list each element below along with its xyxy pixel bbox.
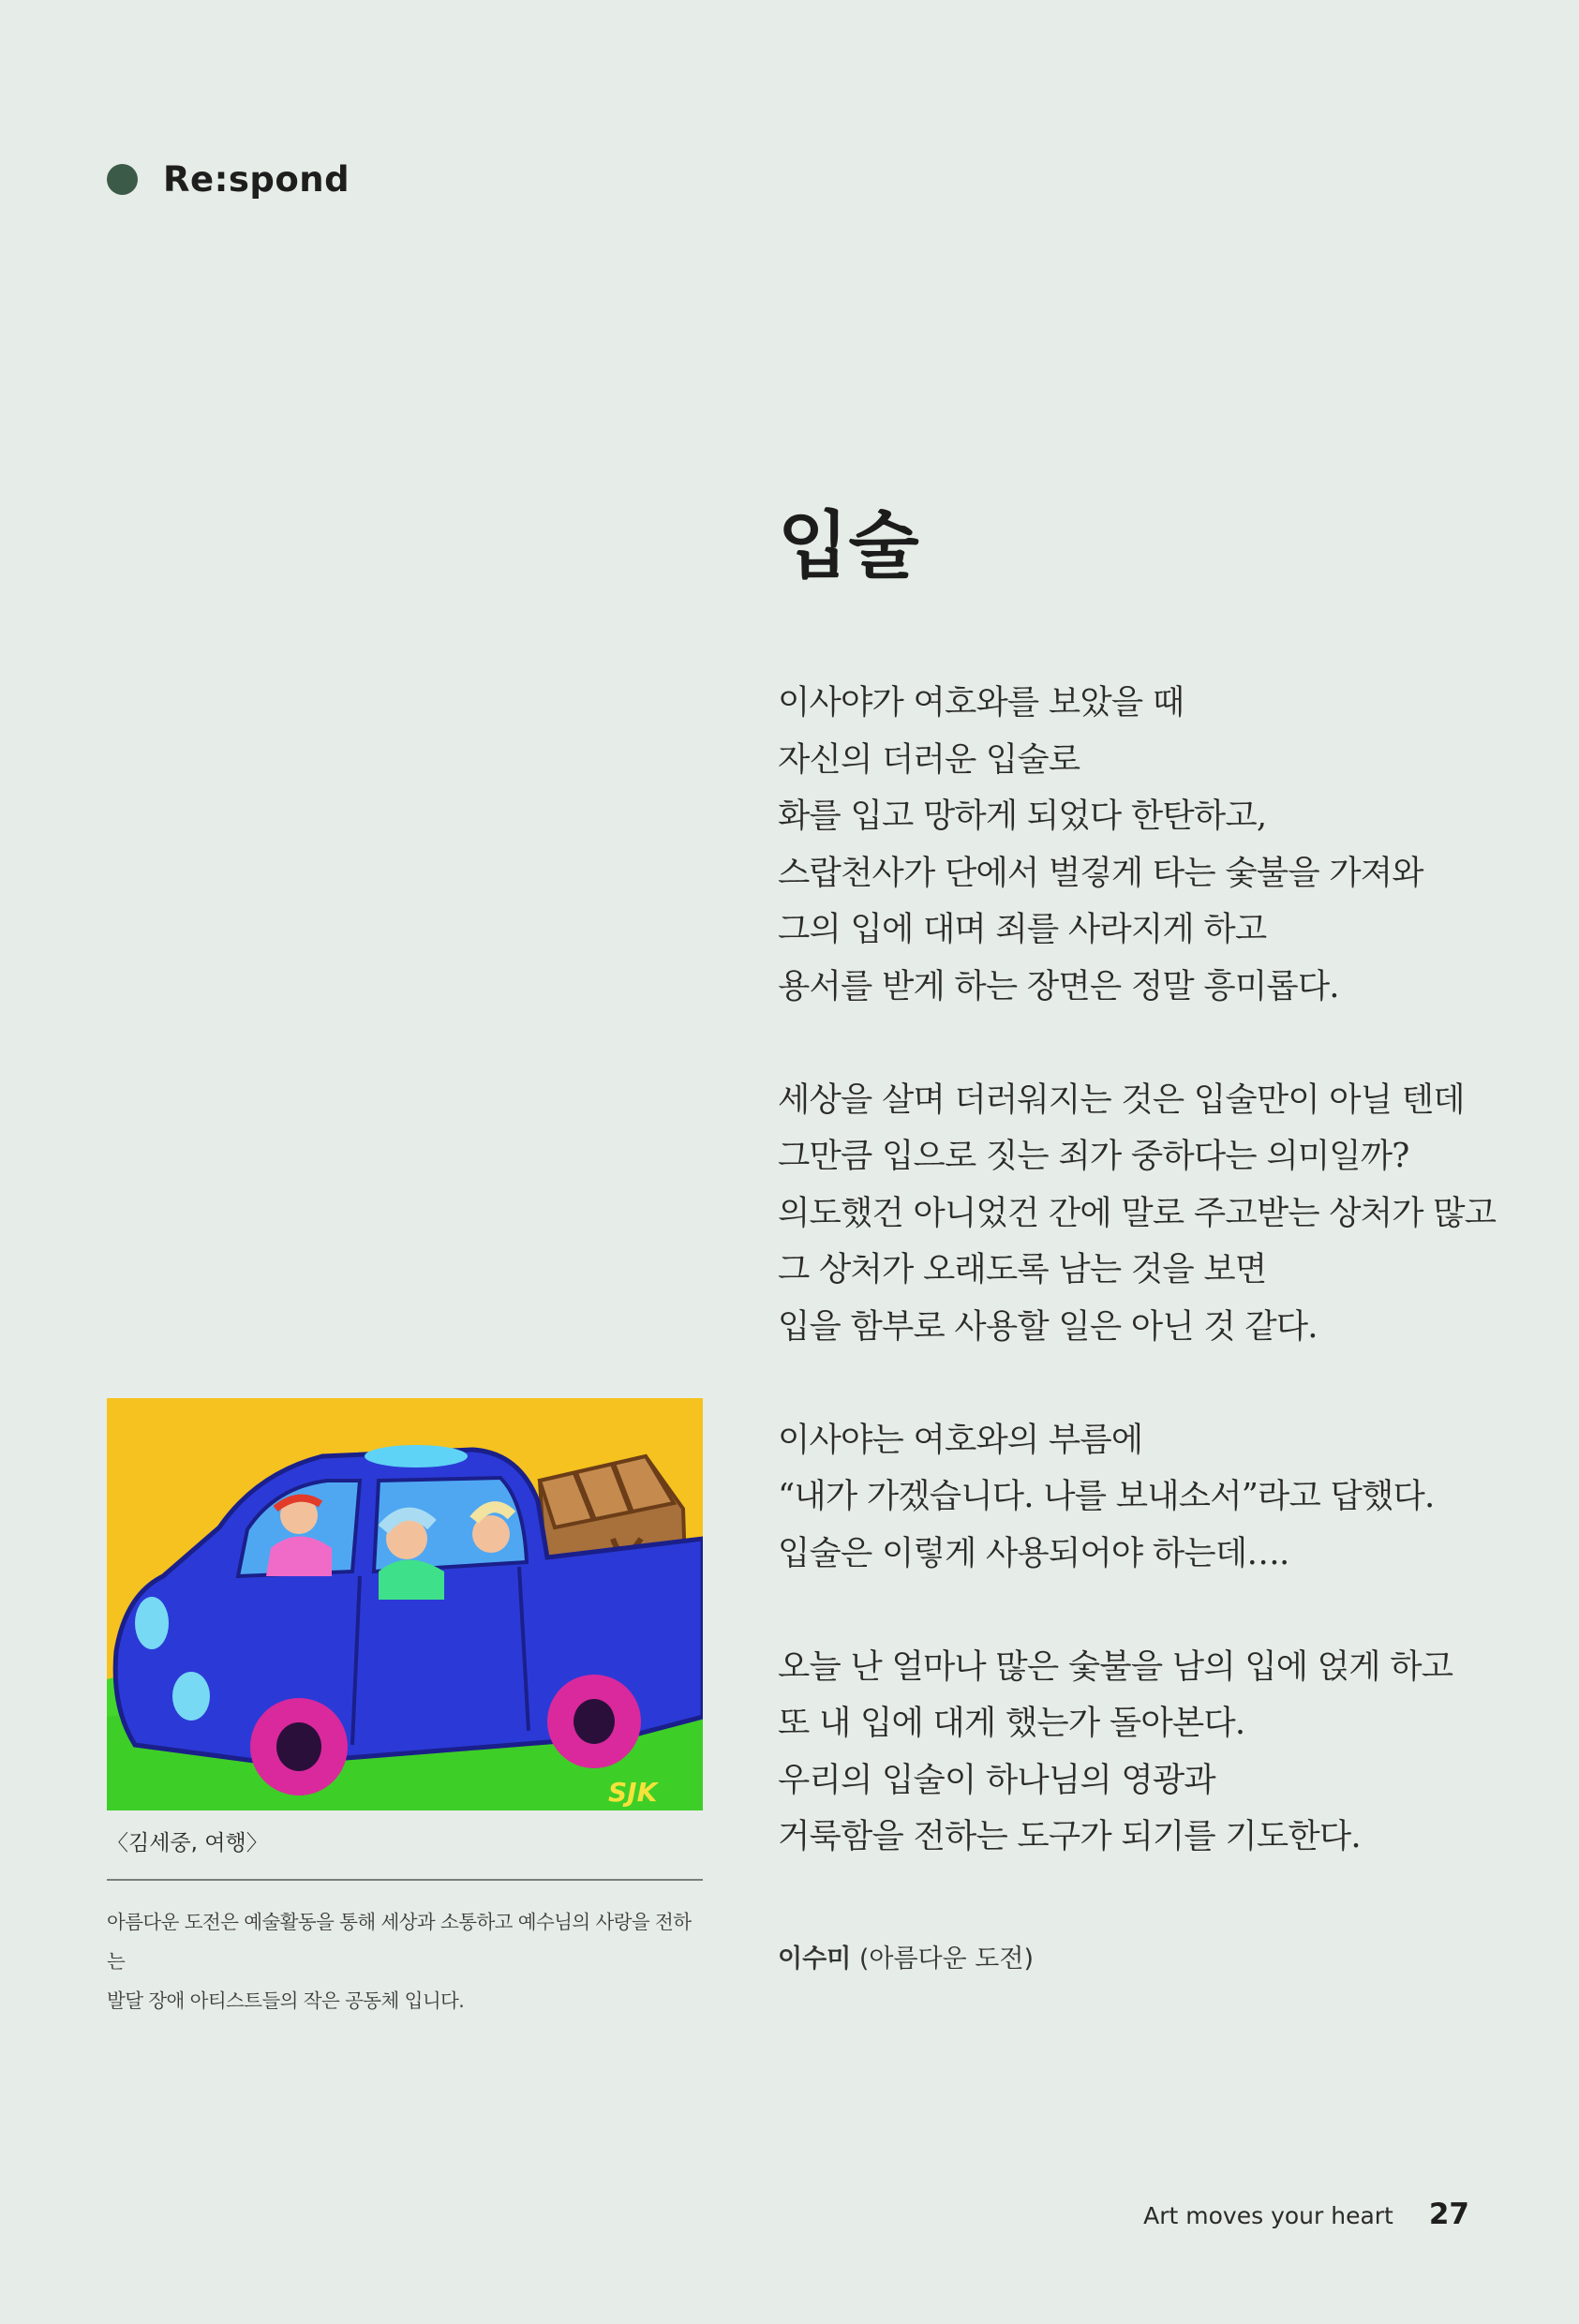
- author-credit: [778, 1938, 1034, 1974]
- poem-line: 또 내 입에 대게 했는가 돌아본다.: [778, 1704, 1245, 1742]
- poem-line: 이사야는 여호와의 부름에: [778, 1420, 1143, 1459]
- stanza: [778, 1412, 1527, 1583]
- author-name: 이수미: [778, 1944, 852, 1974]
- poem-line: 의도했건 아니었건 간에 말로 주고받는 상처가 많고: [778, 1193, 1497, 1232]
- poem-line: 스랍천사가 단에서 벌겋게 타는 숯불을 가져와: [778, 853, 1423, 892]
- divider: [107, 1879, 703, 1881]
- page-footer: [1143, 2197, 1469, 2231]
- poem-line: 입술은 이렇게 사용되어야 하는데….: [778, 1533, 1289, 1572]
- page-number: 27: [1428, 2197, 1469, 2231]
- artwork-painting: [107, 1398, 703, 1810]
- poem-line: 그만큼 입으로 짓는 죄가 중하다는 의미일까?: [778, 1137, 1409, 1175]
- organization-description: [107, 1902, 707, 2020]
- poem-line: 오늘 난 얼마나 많은 숯불을 남의 입에 얹게 하고: [778, 1646, 1453, 1686]
- section-label: Re:spond: [163, 159, 350, 200]
- painting-blue-car-icon: [107, 1398, 703, 1810]
- poem-line: 입을 함부로 사용할 일은 아닌 것 같다.: [778, 1306, 1318, 1346]
- poem-line: 세상을 살며 더러워지는 것은 입술만이 아닐 텐데: [778, 1080, 1465, 1119]
- artist-signature: SJK: [608, 1777, 658, 1808]
- poem-line: 그의 입에 대며 죄를 사라지게 하고: [778, 910, 1267, 948]
- poem-line: 이사야가 여호와를 보았을 때: [778, 683, 1184, 722]
- footer-tagline: Art moves your heart: [1143, 2202, 1393, 2229]
- poem-line: 용서를 받게 하는 장면은 정말 흥미롭다.: [778, 966, 1339, 1006]
- section-header: [107, 159, 350, 200]
- section-dot-icon: [107, 164, 138, 195]
- poem-body: [778, 675, 1527, 1866]
- stanza: [778, 1072, 1527, 1356]
- author-affiliation: (아름다운 도전): [858, 1944, 1034, 1974]
- artwork-caption: 〈김세중, 여행〉: [107, 1831, 268, 1855]
- poem-line: 화를 입고 망하게 되었다 한탄하고,: [778, 797, 1267, 835]
- description-line: 발달 장애 아티스트들의 작은 공동체 입니다.: [107, 1989, 465, 2012]
- poem-line: 우리의 입술이 하나님의 영광과: [778, 1760, 1215, 1799]
- poem-line: 거룩함을 전하는 도구가 되기를 기도한다.: [778, 1817, 1361, 1855]
- poem-title: 입술: [778, 503, 919, 588]
- poem-line: 그 상처가 오래도록 남는 것을 보면: [778, 1250, 1267, 1289]
- stanza: [778, 1639, 1527, 1866]
- description-line: 아름다운 도전은 예술활동을 통해 세상과 소통하고 예수님의 사랑을 전하는: [107, 1911, 692, 1973]
- poem-line: 자신의 더러운 입술로: [778, 739, 1080, 779]
- poem-line: “내가 가겠습니다. 나를 보내소서”라고 답했다.: [778, 1477, 1435, 1515]
- stanza: [778, 675, 1527, 1015]
